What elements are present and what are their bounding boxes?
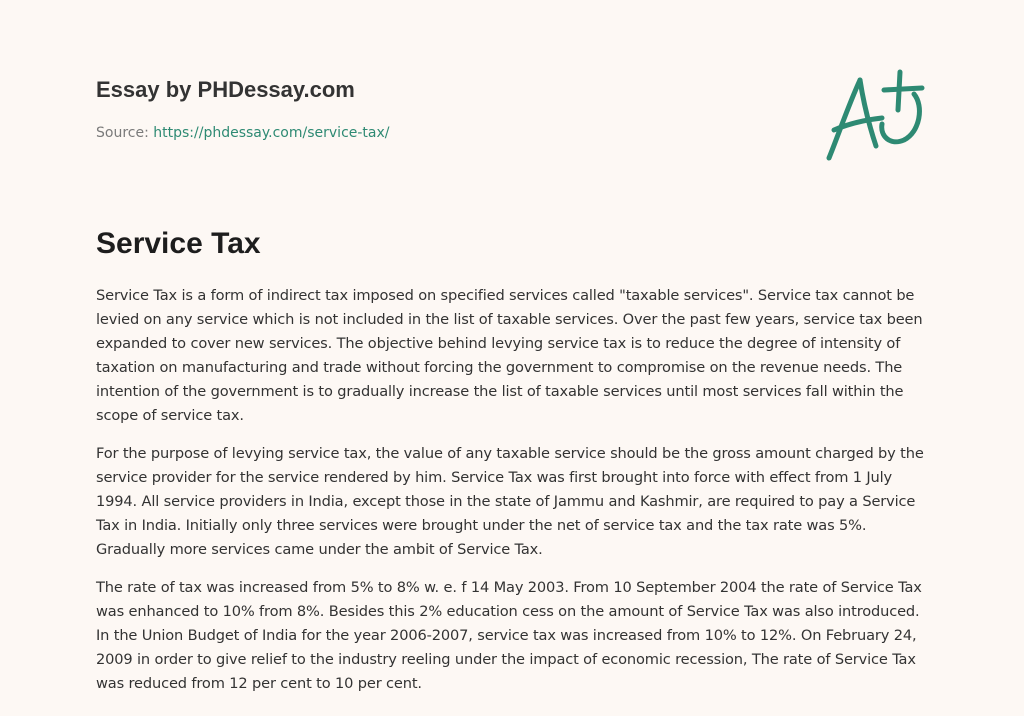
site-title: Essay by PHDessay.com: [96, 77, 355, 102]
essay-title: Service Tax: [96, 227, 261, 260]
essay-paragraph: The rate of tax was increased from 5% to 8% w. e. f 14 May 2003. From 10 September 2004 the rate of Service Tax was enhanced to 10% from 8%. Besides this 2% education cess on the amount of Service Tax was also introduced. In the Union Budget of India for the year 2006-2007, service tax was increased from 10% to 12%. On February 24, 2009 in order to give relief to the industry reeling under the impact of economic recession, The rate of Service Tax was reduced from 12 per cent to 10 per cent.: [96, 579, 922, 692]
essay-body: [96, 284, 928, 710]
page-header: [96, 76, 390, 142]
source-link[interactable]: https://phdessay.com/service-tax/: [153, 125, 390, 141]
source-label: Source:: [96, 125, 154, 141]
essay-paragraph: For the purpose of levying service tax, the value of any taxable service should be the gross amount charged by the service provider for the service rendered by him. Service Tax was first brought into force with effect from 1 July 1994. All service providers in India, except those in the state of Jammu and Kashmir, are required to pay a Service Tax in India. Initially only three services were brought under the net of service tax and the tax rate was 5%. Gradually more services came under the ambit of Service Tax.: [96, 445, 924, 558]
a-plus-grade-logo-icon: [820, 66, 930, 166]
essay-paragraph: Service Tax is a form of indirect tax imposed on specified services called "taxable services". Service tax cannot be levied on any service which is not included in the list of taxable services. Over the past few years, service tax been expanded to cover new services. The objective behind levying service tax is to reduce the degree of intensity of taxation on manufacturing and trade without forcing the government to compromise on the revenue needs. The intention of the government is to gradually increase the list of taxable services until most services fall within the scope of service tax.: [96, 287, 923, 424]
source-line: [96, 124, 390, 142]
